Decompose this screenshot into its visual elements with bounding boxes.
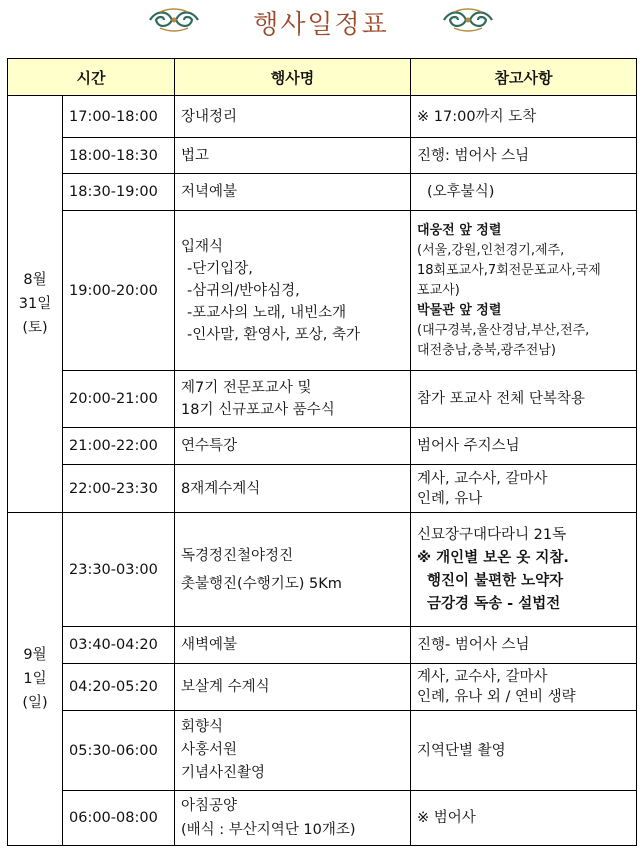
time-cell: 23:30-03:00 <box>63 513 175 627</box>
date-month: 9월 <box>23 647 47 663</box>
date-weekday: (토) <box>22 320 48 336</box>
event-line: -삼귀의/반야심경, <box>187 282 300 299</box>
event-cell <box>175 465 411 513</box>
table-row <box>8 465 637 513</box>
note-line: 18회포교사,7회전문포교사,국제 <box>417 262 601 278</box>
page-title: 행사일정표 <box>253 10 389 40</box>
time-cell: 05:30-06:00 <box>63 711 175 791</box>
event-line: 연수특강 <box>181 438 238 454</box>
event-line: 새벽예불 <box>181 637 238 653</box>
event-cell <box>175 371 411 428</box>
table-row <box>8 371 637 428</box>
note-cell <box>411 791 637 846</box>
note-line: 행진이 불편한 노약자 <box>427 572 564 589</box>
note-cell <box>411 711 637 791</box>
note-line: 대웅전 앞 정렬 <box>417 222 502 238</box>
time-cell: 06:00-08:00 <box>63 791 175 846</box>
event-cell <box>175 627 411 664</box>
table-row <box>8 211 637 371</box>
table-row <box>8 711 637 791</box>
note-cell <box>411 428 637 465</box>
table-row <box>8 513 637 627</box>
note-line: 참가 포교사 전체 단복착용 <box>417 391 585 407</box>
table-row <box>8 174 637 211</box>
event-line: 회향식 <box>181 719 224 735</box>
event-line: 촛불행진(수행기도) 5Km <box>181 575 342 592</box>
event-line: 법고 <box>181 147 210 164</box>
note-cell <box>411 627 637 664</box>
time-cell: 20:00-21:00 <box>63 371 175 428</box>
column-header-event: 행사명 <box>175 59 411 96</box>
note-line: 진행- 범어사 스님 <box>417 637 530 653</box>
note-line: 지역단별 촬영 <box>417 742 506 759</box>
note-cell <box>411 513 637 627</box>
event-cell <box>175 96 411 138</box>
event-line: -포교사의 노래, 내빈소개 <box>187 304 347 321</box>
table-row <box>8 791 637 846</box>
event-line: 저녁예불 <box>181 184 238 200</box>
event-line: 기념사진촬영 <box>181 765 266 781</box>
time-cell: 22:00-23:30 <box>63 465 175 513</box>
ornament-right-icon <box>440 8 496 32</box>
event-cell <box>175 174 411 211</box>
note-cell <box>411 174 637 211</box>
time-cell: 18:00-18:30 <box>63 138 175 174</box>
event-line: 사홍서원 <box>181 742 238 758</box>
note-line: 박물관 앞 정렬 <box>417 302 502 318</box>
note-cell <box>411 138 637 174</box>
title-bar <box>0 0 642 48</box>
event-cell <box>175 791 411 846</box>
table-row <box>8 664 637 711</box>
event-cell <box>175 428 411 465</box>
event-line: 제7기 전문포교사 및 <box>181 380 312 396</box>
header-row <box>8 59 637 96</box>
schedule-table <box>7 58 637 846</box>
note-line: 대전충남,충북,광주전남) <box>417 342 556 358</box>
date-weekday: (일) <box>22 695 48 711</box>
note-line: 진행: 범어사 스님 <box>417 147 530 164</box>
note-line: 계사, 교수사, 갈마사 <box>417 669 548 685</box>
note-cell <box>411 211 637 371</box>
event-line: 8재계수계식 <box>181 480 261 497</box>
date-month: 8월 <box>23 272 47 288</box>
date-cell-sep1 <box>8 513 63 846</box>
event-line: 입재식 <box>181 238 224 255</box>
table-row <box>8 138 637 174</box>
column-header-time: 시간 <box>8 59 175 96</box>
event-line: 아침공양 <box>181 798 238 814</box>
event-line: -단기입장, <box>187 260 253 277</box>
event-line: 독경정진철야정진 <box>181 547 294 564</box>
note-cell <box>411 96 637 138</box>
time-cell: 19:00-20:00 <box>63 211 175 371</box>
note-line: (대구경북,울산경남,부산,전주, <box>417 322 590 338</box>
time-cell: 21:00-22:00 <box>63 428 175 465</box>
time-cell: 17:00-18:00 <box>63 96 175 138</box>
date-day: 31일 <box>18 296 52 312</box>
note-line: (오후불식) <box>427 184 495 200</box>
event-cell <box>175 138 411 174</box>
note-line: ※ 개인별 보온 옷 지참. <box>417 549 569 566</box>
note-line: 신묘장구대다라니 21독 <box>417 526 567 543</box>
event-line: -인사말, 환영사, 포상, 축가 <box>187 326 360 343</box>
date-day: 1일 <box>23 671 47 687</box>
time-cell: 18:30-19:00 <box>63 174 175 211</box>
event-line: 18기 신규포교사 품수식 <box>181 402 335 418</box>
note-line: 포교사) <box>417 282 460 298</box>
note-line: 금강경 독송 - 설법전 <box>427 595 561 612</box>
event-cell <box>175 711 411 791</box>
event-cell <box>175 211 411 371</box>
note-line: ※ 범어사 <box>417 810 476 826</box>
note-line: 인례, 유나 <box>417 490 483 507</box>
note-line: ※ 17:00까지 도착 <box>417 108 537 125</box>
note-line: (서울,강원,인천경기,제주, <box>417 242 565 258</box>
time-cell: 03:40-04:20 <box>63 627 175 664</box>
event-cell <box>175 664 411 711</box>
event-line: (배식 : 부산지역단 10개조) <box>181 822 356 838</box>
note-cell <box>411 371 637 428</box>
note-line: 인례, 유나 외 / 연비 생략 <box>417 689 576 705</box>
event-line: 장내정리 <box>181 108 238 125</box>
table-row <box>8 96 637 138</box>
table-row <box>8 627 637 664</box>
note-cell <box>411 664 637 711</box>
event-cell <box>175 513 411 627</box>
note-line: 계사, 교수사, 갈마사 <box>417 470 548 487</box>
table-row <box>8 428 637 465</box>
note-cell <box>411 465 637 513</box>
note-line: 범어사 주지스님 <box>417 438 520 454</box>
date-cell-aug31 <box>8 96 63 513</box>
event-line: 보살계 수계식 <box>181 679 270 695</box>
time-cell: 04:20-05:20 <box>63 664 175 711</box>
column-header-note: 참고사항 <box>411 59 637 96</box>
